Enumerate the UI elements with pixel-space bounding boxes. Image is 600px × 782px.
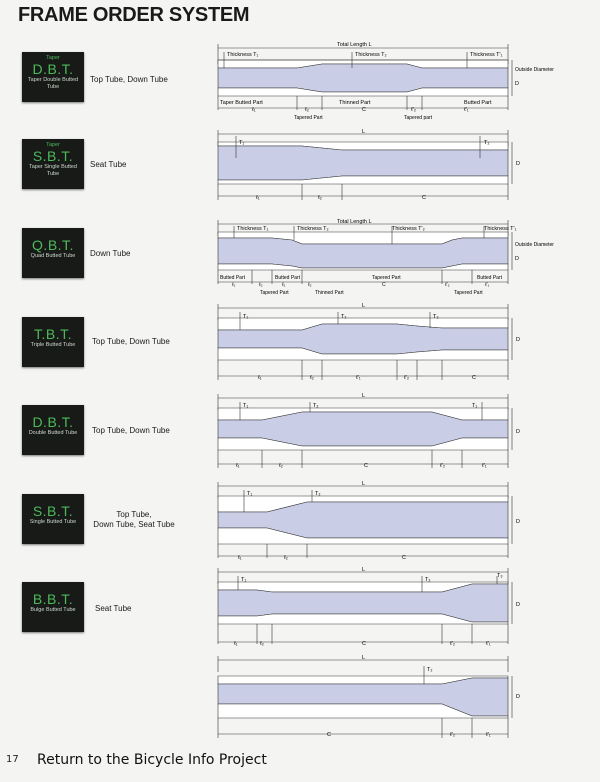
- page-title: FRAME ORDER SYSTEM: [18, 4, 250, 26]
- tube-badge-sbt: [22, 494, 84, 544]
- label-c: C: [422, 195, 426, 201]
- label-thickness-t2p: Thickness T'₂: [392, 226, 425, 232]
- label-thickness-t2: Thickness T₂: [297, 226, 329, 232]
- label-l2p: ℓ'₂: [404, 375, 409, 381]
- label-t1: T₁: [239, 140, 245, 146]
- label-t2: T₂: [425, 577, 431, 583]
- label-l2: ℓ₂: [260, 641, 264, 647]
- label-t3: T₃: [433, 314, 439, 320]
- label-l2: ℓ₂: [318, 195, 322, 201]
- label-c: C: [382, 282, 386, 288]
- tube-badge-bbt: [22, 582, 84, 632]
- label-d: D: [516, 694, 520, 700]
- label-l1p: ℓ'₁: [464, 107, 469, 113]
- label-l1: ℓ₁: [232, 282, 236, 288]
- label-l: L: [362, 129, 366, 135]
- badge-subtitle: Taper Double Butted Tube: [27, 77, 79, 90]
- label-l2p: ℓ'₂: [445, 282, 450, 288]
- label-l1: ℓ₁: [282, 282, 286, 288]
- badge-code: D.B.T.: [32, 414, 74, 430]
- label-c: C: [364, 463, 368, 469]
- badge-subtitle: Bulge Butted Tube: [30, 607, 76, 613]
- label-tapered-part: Tapered Part: [260, 290, 289, 296]
- label-total-length: Total Length L: [337, 219, 372, 225]
- badge-code: D.B.T.: [32, 61, 74, 77]
- label-l2: ℓ₂: [279, 463, 283, 469]
- tube-usage: Top Tube, Down Tube: [90, 75, 168, 84]
- label-butted-part: Butted Part: [220, 275, 246, 281]
- label-outside-diameter: Outside Diameter: [515, 67, 554, 73]
- label-l1: ℓ₁: [238, 555, 242, 561]
- diagram-taper-sbt: [212, 128, 532, 208]
- label-l2p: ℓ'₂: [411, 107, 416, 113]
- label-l2: ℓ₂: [310, 375, 314, 381]
- label-d: D: [516, 337, 520, 343]
- badge-top: Taper: [46, 55, 60, 61]
- label-t2: T₂: [484, 140, 490, 146]
- tube-badge-taper-sbt: [22, 139, 84, 189]
- label-t2: T₂: [313, 403, 319, 409]
- badge-code: S.B.T.: [32, 503, 74, 519]
- label-thickness-t2: Thickness T₂: [355, 52, 387, 58]
- label-butted-part: Butted Part: [464, 100, 492, 106]
- diagram-taper-dbt: [212, 38, 554, 122]
- label-l1p: ℓ'₁: [482, 463, 487, 469]
- label-t2: T₂: [315, 491, 321, 497]
- label-thinned-part: Thinned Part: [315, 290, 344, 296]
- label-butted-part: Butted Part: [477, 275, 503, 281]
- diagram-dbt: [212, 392, 532, 474]
- label-outside-diameter: Outside Diameter: [515, 242, 554, 248]
- label-t2: T₂: [341, 314, 347, 320]
- tube-badge-dbt: [22, 405, 84, 455]
- tube-usage: Seat Tube: [95, 604, 132, 613]
- label-l1p: ℓ'₁: [486, 641, 491, 647]
- tube-usage: Top Tube, Down Tube: [92, 337, 170, 346]
- badge-code: T.B.T.: [33, 326, 72, 342]
- badge-subtitle: Quad Butted Tube: [30, 253, 76, 259]
- label-c: C: [472, 375, 476, 381]
- label-l2p: ℓ'₂: [440, 463, 445, 469]
- diagram-bbt: [212, 566, 532, 648]
- label-l1: ℓ₁: [252, 107, 256, 113]
- label-l1: ℓ₁: [234, 641, 238, 647]
- tube-badge-tbt: [22, 317, 84, 367]
- label-t2: T₂: [427, 667, 433, 673]
- diagram-tbt: [212, 304, 532, 384]
- tube-usage: Top Tube, Down Tube: [92, 426, 170, 435]
- label-l1: ℓ₁: [256, 195, 260, 201]
- page-number: 17: [6, 754, 19, 765]
- label-t1p: T₁: [472, 403, 478, 409]
- label-thickness-t1: Thickness T₁: [237, 226, 269, 232]
- label-d: D: [516, 429, 520, 435]
- tube-usage-line: Top Tube,: [116, 510, 152, 519]
- label-butted-part: Butted Part: [275, 275, 301, 281]
- label-t1: T₁: [241, 577, 247, 583]
- label-l2p: ℓ'₂: [450, 641, 455, 647]
- label-thickness-t1p: Thickness T'₁: [470, 52, 503, 58]
- tube-usage: [93, 510, 175, 530]
- label-thinned-part: Thinned Part: [339, 100, 371, 106]
- badge-subtitle: Double Butted Tube: [28, 430, 78, 436]
- badge-subtitle: Taper Single Butted Tube: [28, 164, 77, 177]
- label-tapered-part: Tapered Part: [372, 275, 401, 281]
- label-t1: T₁: [243, 403, 249, 409]
- label-c: C: [402, 555, 406, 561]
- label-d: D: [515, 256, 519, 262]
- tube-badge-taper-dbt: [22, 52, 84, 102]
- label-l2: ℓ₂: [284, 555, 288, 561]
- return-link[interactable]: Return to the Bicycle Info Project: [37, 752, 267, 768]
- label-tapered-part-lc: Tapered part: [404, 115, 433, 121]
- label-tapered-part: Tapered Part: [454, 290, 483, 296]
- label-taper-butted-part: Taper Butted Part: [220, 100, 263, 106]
- badge-subtitle: Single Butted Tube: [29, 519, 77, 525]
- label-d: D: [516, 602, 520, 608]
- badge-code: Q.B.T.: [32, 237, 74, 253]
- label-l1p: ℓ'₁: [356, 375, 361, 381]
- label-c: C: [362, 641, 366, 647]
- label-l1p: ℓ'₁: [485, 282, 490, 288]
- label-l1: ℓ₁: [236, 463, 240, 469]
- label-l1p: ℓ'₁: [486, 732, 491, 738]
- tube-usage: Seat Tube: [90, 160, 127, 169]
- badge-subtitle: Triple Butted Tube: [30, 342, 76, 348]
- label-tapered-part: Tapered Part: [294, 115, 323, 121]
- label-total-length: Total Length L: [337, 42, 372, 48]
- label-t1: T₁: [247, 491, 253, 497]
- label-l2p: ℓ'₂: [450, 732, 455, 738]
- label-l: L: [362, 393, 366, 399]
- label-d: D: [516, 519, 520, 525]
- badge-code: S.B.T.: [32, 148, 74, 164]
- label-c: C: [327, 732, 331, 738]
- label-l2: ℓ₂: [259, 282, 263, 288]
- label-l: L: [362, 481, 366, 487]
- tube-badge-qbt: [22, 228, 84, 278]
- badge-top: Taper: [46, 142, 60, 148]
- label-t1: T₁: [243, 314, 249, 320]
- label-t3: T₃: [497, 573, 503, 579]
- diagram-single-taper: [212, 654, 532, 740]
- label-l2: ℓ₂: [305, 107, 309, 113]
- diagram-qbt: [212, 216, 554, 300]
- label-thickness-t1: Thickness T₁: [227, 52, 259, 58]
- tube-usage-line: Down Tube, Seat Tube: [93, 520, 175, 529]
- label-c: C: [362, 107, 366, 113]
- diagram-sbt: [212, 480, 532, 562]
- tube-usage: Down Tube: [90, 249, 131, 258]
- label-d: D: [515, 81, 519, 87]
- label-l2: ℓ₂: [308, 282, 312, 288]
- label-l1: ℓ₁: [258, 375, 262, 381]
- label-d: D: [516, 161, 520, 167]
- badge-code: B.B.T.: [32, 591, 74, 607]
- label-l: L: [362, 303, 366, 309]
- label-l: L: [362, 655, 366, 661]
- label-l: L: [362, 567, 366, 573]
- footer: [0, 752, 600, 776]
- label-thickness-t1p: Thickness T'₁: [484, 226, 517, 232]
